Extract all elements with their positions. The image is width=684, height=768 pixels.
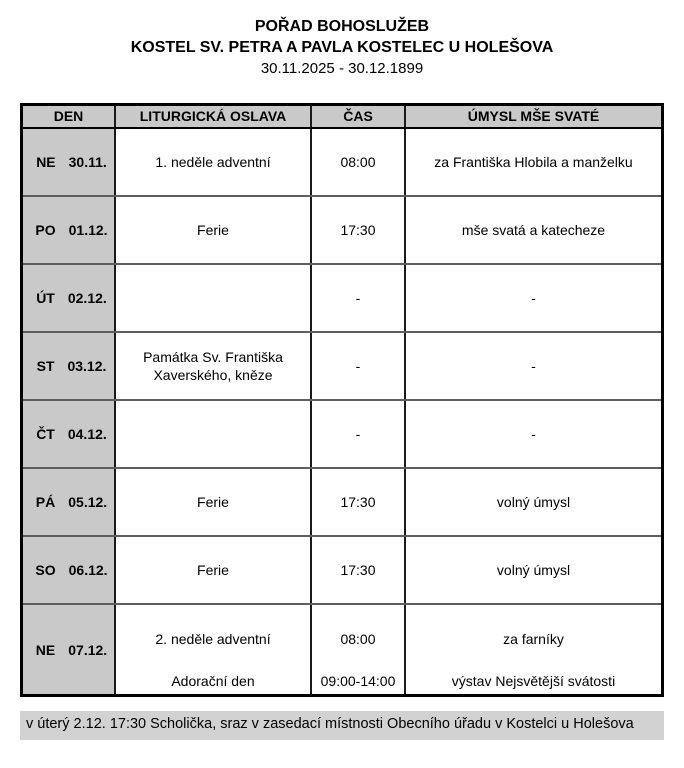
table-row [23,399,661,467]
celebration-cell [116,333,312,399]
intention-text: - [531,426,536,442]
day-abbrev: ÚT [36,290,55,306]
table-body [23,129,661,694]
celebration-text: Památka Sv. Františka Xaverského, kněze [143,349,283,383]
intention-cell [406,265,661,331]
time-text: - [355,358,361,374]
intention-text: - [531,290,536,306]
celebration-text: Ferie [197,222,229,238]
table-row [23,195,661,263]
celebration-cell [116,129,312,195]
day-cell [23,605,116,694]
celebration-cell [116,197,312,263]
intention-cell [406,537,661,603]
table-header-row [23,106,661,129]
date-range: 30.11.2025 - 30.12.1899 [260,60,424,77]
day-cell [23,469,116,535]
intention-text: volný úmysl [496,494,571,510]
day-abbrev: NE [36,154,56,170]
church-name: KOSTEL SV. PETRA A PAVLA KOSTELEC U HOLEŠOVA [130,39,554,56]
celebration-text [116,265,310,331]
table-row [23,603,661,694]
day-abbrev: ST [36,358,55,374]
column-header-day: DEN [23,106,116,127]
time-cell [312,333,406,399]
intention-cell [406,333,661,399]
celebration-text: 1. neděle adventní [155,154,271,170]
column-header-intention: ÚMYSL MŠE SVATÉ [467,108,600,124]
celebration-text: Ferie [197,562,229,578]
day-abbrev: PO [35,222,56,238]
day-date: 02.12. [67,290,107,306]
table-row [23,535,661,603]
day-date: 07.12. [68,641,108,658]
day-abbrev: ČT [36,426,55,442]
time-cell [312,197,406,263]
intention-text: mše svatá a katecheze [461,222,606,238]
intention-cell [406,197,661,263]
time-text: - [355,290,361,306]
time-cell [312,537,406,603]
day-cell [23,537,116,603]
title-block [20,16,664,79]
intention-cell [406,401,661,467]
time-text: - [355,426,361,442]
intention-text: za farníky [503,630,564,647]
celebration-text: Ferie [197,494,229,510]
page-title: POŘAD BOHOSLUŽEB [254,18,430,35]
day-date: 05.12. [68,494,108,510]
day-abbrev: SO [35,562,56,578]
time-cell [312,401,406,467]
intention-text: volný úmysl [496,562,571,578]
time-text: 09:00-14:00 [320,673,396,689]
day-cell [23,265,116,331]
time-cell [312,605,406,694]
celebration-cell [116,469,312,535]
intention-text: za Františka Hlobila a manželku [434,154,633,170]
time-text: 08:00 [340,154,376,170]
time-cell [312,129,406,195]
time-text: 17:30 [340,562,376,578]
intention-cell [406,605,661,694]
intention-cell [406,469,661,535]
time-text: 08:00 [340,630,376,647]
intention-text: - [531,358,536,374]
table-row [23,467,661,535]
celebration-text [116,401,310,467]
celebration-cell [116,537,312,603]
day-abbrev: PÁ [35,494,56,510]
celebration-text: 2. neděle adventní [155,630,271,647]
table-row [23,263,661,331]
column-header-celebration: LITURGICKÁ OSLAVA [116,106,312,127]
day-date: 06.12. [68,562,108,578]
intention-text: výstav Nejsvětější svátosti [451,673,616,689]
day-date: 04.12. [67,426,107,442]
day-date: 01.12. [68,222,108,238]
day-cell [23,129,116,195]
column-header-time: ČAS [312,106,406,127]
table-row [23,129,661,195]
time-text: 17:30 [340,494,376,510]
day-cell [23,401,116,467]
day-date: 03.12. [67,358,107,374]
time-cell [312,265,406,331]
intention-cell [406,129,661,195]
day-cell [23,197,116,263]
table-row [23,331,661,399]
time-cell [312,469,406,535]
schedule-table [20,103,664,697]
celebration-text: Adorační den [171,673,255,689]
day-cell [23,333,116,399]
time-text: 17:30 [340,222,376,238]
day-abbrev: NE [35,641,56,658]
celebration-cell [116,401,312,467]
celebration-cell [116,605,312,694]
day-date: 30.11. [68,154,107,170]
celebration-cell [116,265,312,331]
footer-note: v úterý 2.12. 17:30 Scholička, sraz v zasedací místnosti Obecního úřadu v Kostelci u Holešova [20,711,664,740]
